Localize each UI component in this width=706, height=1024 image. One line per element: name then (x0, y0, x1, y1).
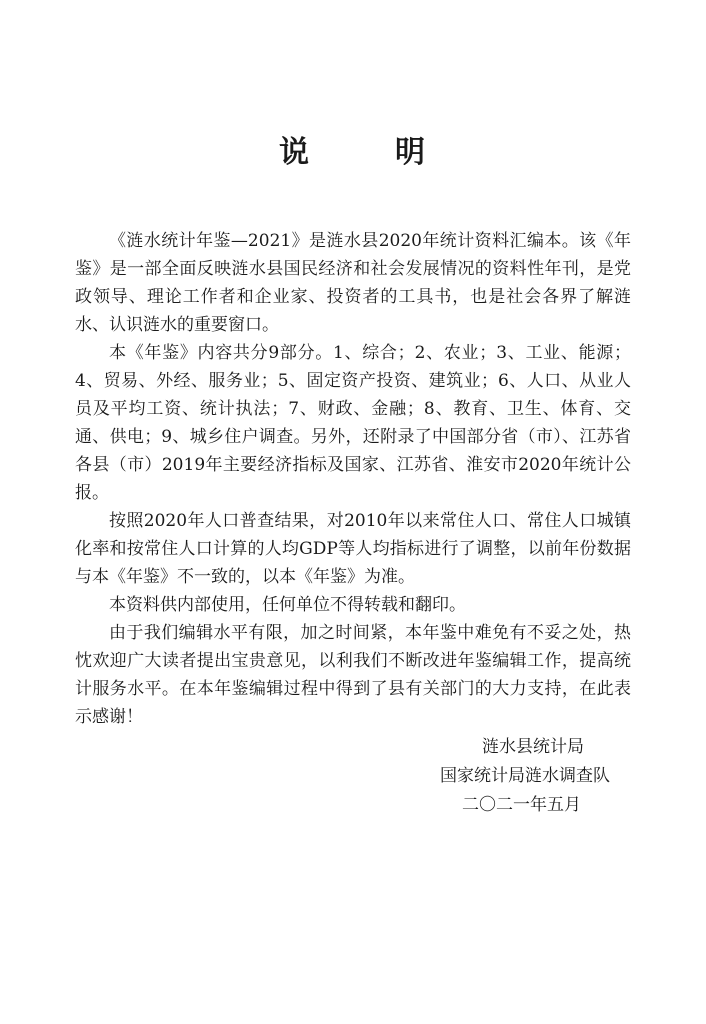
paragraph-contents: 本《年鉴》内容共分9部分。1、综合；2、农业；3、工业、能源；4、贸易、外经、服务业；5、固定资产投资、建筑业；6、人口、从业人员及平均工资、统计执法；7、财政、金融；8、教育、卫生、体育、交通、供电；9、城乡住户调查。另外，还附录了中国部分省（市）、江苏省各县（市）2019年主要经济指标及国家、江苏省、淮安市2020年统计公报。 (75, 343, 631, 503)
signature-org-survey-team: 国家统计局涟水调查队 (440, 766, 610, 786)
page-title (0, 133, 706, 173)
title-char-1: 说 (279, 135, 311, 170)
paragraph-acknowledgement: 由于我们编辑水平有限，加之时间紧，本年鉴中难免有不妥之处，热忱欢迎广大读者提出宝贵意见，以利我们不断改进年鉴编辑工作，提高统计服务水平。在本年鉴编辑过程中得到了县有关部门的大力支持，在此表示感谢！ (75, 623, 631, 727)
paragraph-adjustment: 按照2020年人口普查结果，对2010年以来常住人口、常住人口城镇化率和按常住人口计算的人均GDP等人均指标进行了调整，以前年份数据与本《年鉴》不一致的，以本《年鉴》为准。 (75, 511, 631, 587)
paragraph-usage-notice: 本资料供内部使用，任何单位不得转载和翻印。 (109, 595, 466, 615)
signature-block (440, 733, 660, 820)
paragraph-intro: 《涟水统计年鉴—2021》是涟水县2020年统计资料汇编本。该《年鉴》是一部全面反映涟水县国民经济和社会发展情况的资料性年刊，是党政领导、理论工作者和企业家、投资者的工具书，也是社会各界了解涟水、认识涟水的重要窗口。 (75, 231, 631, 335)
body-text (75, 227, 631, 731)
signature-org-bureau: 涟水县统计局 (482, 737, 584, 757)
signature-date: 二〇二一年五月 (462, 795, 581, 815)
title-char-2: 明 (395, 135, 427, 170)
